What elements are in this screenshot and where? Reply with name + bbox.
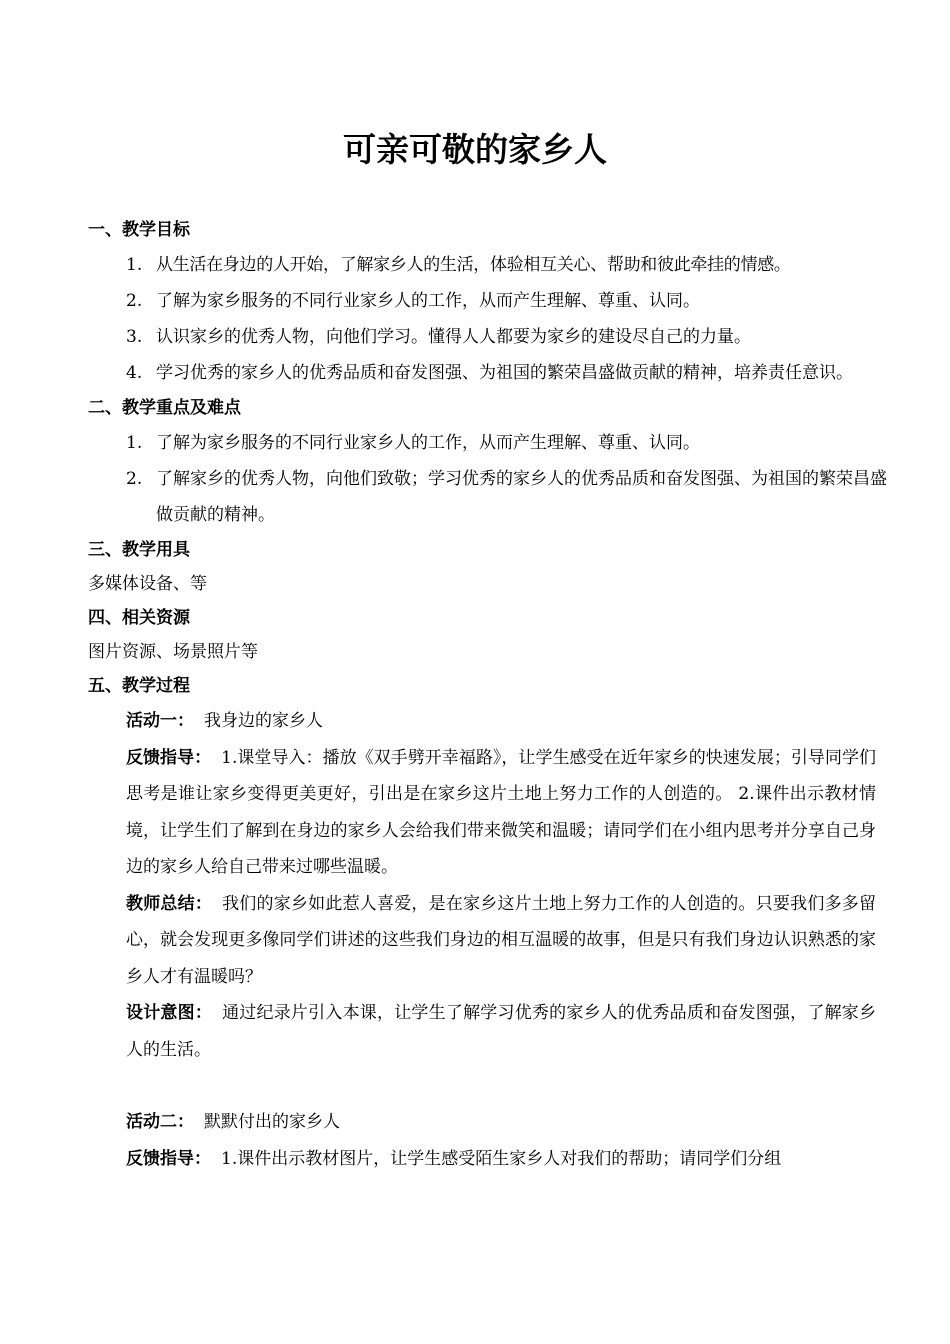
- list-item: [126, 425, 888, 461]
- activity-title: 默默付出的家乡人: [204, 1112, 340, 1132]
- list-item: [126, 283, 888, 319]
- section-heading-keypoints: 二、教学重点及难点: [88, 398, 241, 418]
- activity-label: 活动二：: [126, 1112, 194, 1132]
- list-item: [126, 355, 888, 391]
- list-number: 2.: [126, 291, 143, 311]
- list-number: 1.: [126, 255, 143, 275]
- section-heading-resources: 四、相关资源: [88, 608, 190, 628]
- list-number: 3.: [126, 327, 143, 347]
- list-text: 从生活在身边的人开始，了解家乡人的生活，体验相互关心、帮助和彼此牵挂的情感。: [156, 255, 791, 275]
- list-item: [126, 319, 888, 355]
- activity-2-feedback: [126, 1141, 876, 1178]
- activity-1-intent: [126, 995, 876, 1068]
- activity-1-title: [126, 703, 876, 740]
- feedback-text: 1.课堂导入：播放《双手劈开幸福路》，让学生感受在近年家乡的快速发展；引导同学们思考是谁让家乡变得更美更好，引出是在家乡这片土地上努力工作的人创造的。 2.课件出示教材情境，让学生们了解到在身边的家乡人会给我们带来微笑和温暖；请同学们在小组内思考并分享自己身边的家乡人给自己带来过哪些温暖。: [126, 747, 877, 877]
- list-item: [126, 247, 888, 283]
- feedback-label: 反馈指导：: [126, 1148, 211, 1169]
- activity-1-feedback: [126, 740, 876, 886]
- intent-label: 设计意图：: [126, 1003, 213, 1023]
- activity-title: 我身边的家乡人: [204, 711, 323, 731]
- list-text: 认识家乡的优秀人物，向他们学习。懂得人人都要为家乡的建设尽自己的力量。: [156, 327, 751, 347]
- list-text: 了解为家乡服务的不同行业家乡人的工作，从而产生理解、尊重、认同。: [156, 291, 700, 311]
- activity-2-title: [126, 1104, 876, 1141]
- feedback-text: 1.课件出示教材图片，让学生感受陌生家乡人对我们的帮助；请同学们分组: [221, 1148, 782, 1169]
- list-item: [126, 461, 888, 533]
- resources-text: 图片资源、场景照片等: [88, 642, 258, 662]
- list-number: 2.: [126, 469, 143, 489]
- tools-text: 多媒体设备、等: [88, 574, 207, 594]
- activity-label: 活动一：: [126, 711, 194, 731]
- feedback-label: 反馈指导：: [126, 747, 212, 768]
- section-heading-process: 五、教学过程: [88, 676, 190, 696]
- section-heading-goals: 一、教学目标: [88, 220, 190, 240]
- list-text: 学习优秀的家乡人的优秀品质和奋发图强、为祖国的繁荣昌盛做贡献的精神，培养责任意识。: [156, 363, 853, 383]
- list-number: 1.: [126, 433, 143, 453]
- list-number: 4.: [126, 363, 143, 383]
- list-text: 了解为家乡服务的不同行业家乡人的工作，从而产生理解、尊重、认同。: [156, 433, 700, 453]
- intent-text: 通过纪录片引入本课，让学生了解学习优秀的家乡人的优秀品质和奋发图强，了解家乡人的生活。: [126, 1003, 877, 1060]
- list-text: 了解家乡的优秀人物，向他们致敬；学习优秀的家乡人的优秀品质和奋发图强、为祖国的繁荣昌盛做贡献的精神。: [156, 469, 887, 525]
- document-body: [88, 213, 888, 1177]
- summary-label: 教师总结：: [126, 893, 213, 914]
- summary-text: 我们的家乡如此惹人喜爱，是在家乡这片土地上努力工作的人创造的。只要我们多多留心，就会发现更多像同学们讲述的这些我们身边的相互温暖的故事，但是只有我们身边认识熟悉的家乡人才有温暖吗？: [126, 893, 877, 987]
- section-heading-tools: 三、教学用具: [88, 540, 190, 560]
- document-title: 可亲可敬的家乡人: [343, 130, 607, 169]
- blank-line: [88, 1068, 888, 1104]
- activity-1-summary: [126, 886, 876, 996]
